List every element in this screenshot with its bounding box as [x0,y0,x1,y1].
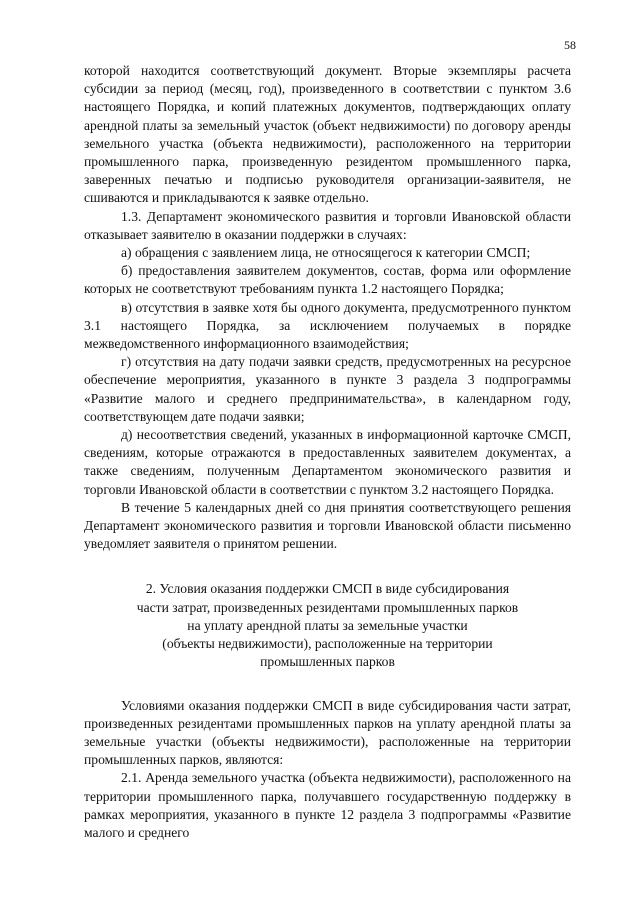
document-body [84,62,571,842]
page-number: 58 [564,38,576,52]
list-item-a: а) обращения с заявлением лица, не относящегося к категории СМСП; [121,245,531,261]
paragraph-continuation: которой находится соответствующий документ. Вторые экземпляры расчета субсидии за период (месяц, год), произведенного в соответствии с пунктом 3.6 настоящего Порядка, и копий платежных документов, подтверждающих оплату арендной платы за земельный участок (объект недвижимости) по договору аренды земельного участка (объекта недвижимости), расположенного на территории промышленного парка, произведенную резидентом промышленного парка, заверенных печатью и подписью руководителя организации-заявителя, не сшиваются и прикладываются к заявке отдельно. [84,63,571,206]
section-heading [84,580,571,671]
paragraph-clause-2-1: 2.1. Аренда земельного участка (объекта недвижимости), расположенного на территории промышленного парка, получавшего государственную поддержку в рамках мероприятия, указанного в пункте 12 раздела 3 подпрограммы «Развитие малого и среднего [84,770,571,840]
section-heading-line: промышленных парков [260,654,395,670]
list-item-d: д) несоответствия сведений, указанных в информационной карточке СМСП, сведениям, которые отражаются в предоставленных заявителем документах, а также сведениям, полученным Департаментом экономического развития и торговли Ивановской области в соответствии с пунктом 3.2 настоящего Порядка. [84,427,571,497]
paragraph-notification: В течение 5 календарных дней со дня принятия соответствующего решения Департамент экономического развития и торговли Ивановской области письменно уведомляет заявителя о принятом решении. [84,499,571,552]
section-heading-line: (объекты недвижимости), расположенные на территории [162,636,493,652]
section-heading-line: на уплату арендной платы за земельные участки [187,617,468,633]
section-heading-line: части затрат, произведенных резидентами промышленных парков [136,599,519,615]
list-item-b: б) предоставления заявителем документов, состав, форма или оформление которых не соответствуют требованиям пункта 1.2 настоящего Порядка; [84,263,571,297]
section-heading-line: 2. Условия оказания поддержки СМСП в виде субсидирования [145,581,510,597]
list-item-v: в) отсутствия в заявке хотя бы одного документа, предусмотренного пунктом 3.1 настоящего Порядка, за исключением получаемых в порядке межведомственного информационного взаимодействия; [84,299,571,352]
paragraph-clause-1-3: 1.3. Департамент экономического развития и торговли Ивановской области отказывает заявителю в оказании поддержки в случаях: [84,208,571,242]
list-item-g: г) отсутствия на дату подачи заявки средств, предусмотренных на ресурсное обеспечение мероприятия, указанного в пункте 3 раздела 3 подпрограммы «Развитие малого и среднего предпринимательства», в календарном году, соответствующем дате подачи заявки; [84,354,571,424]
paragraph-conditions-intro: Условиями оказания поддержки СМСП в виде субсидирования части затрат, произведенных резидентами промышленных парков на уплату арендной платы за земельные участки (объекты недвижимости), расположенные на территории промышленных парков, являются: [84,697,571,768]
